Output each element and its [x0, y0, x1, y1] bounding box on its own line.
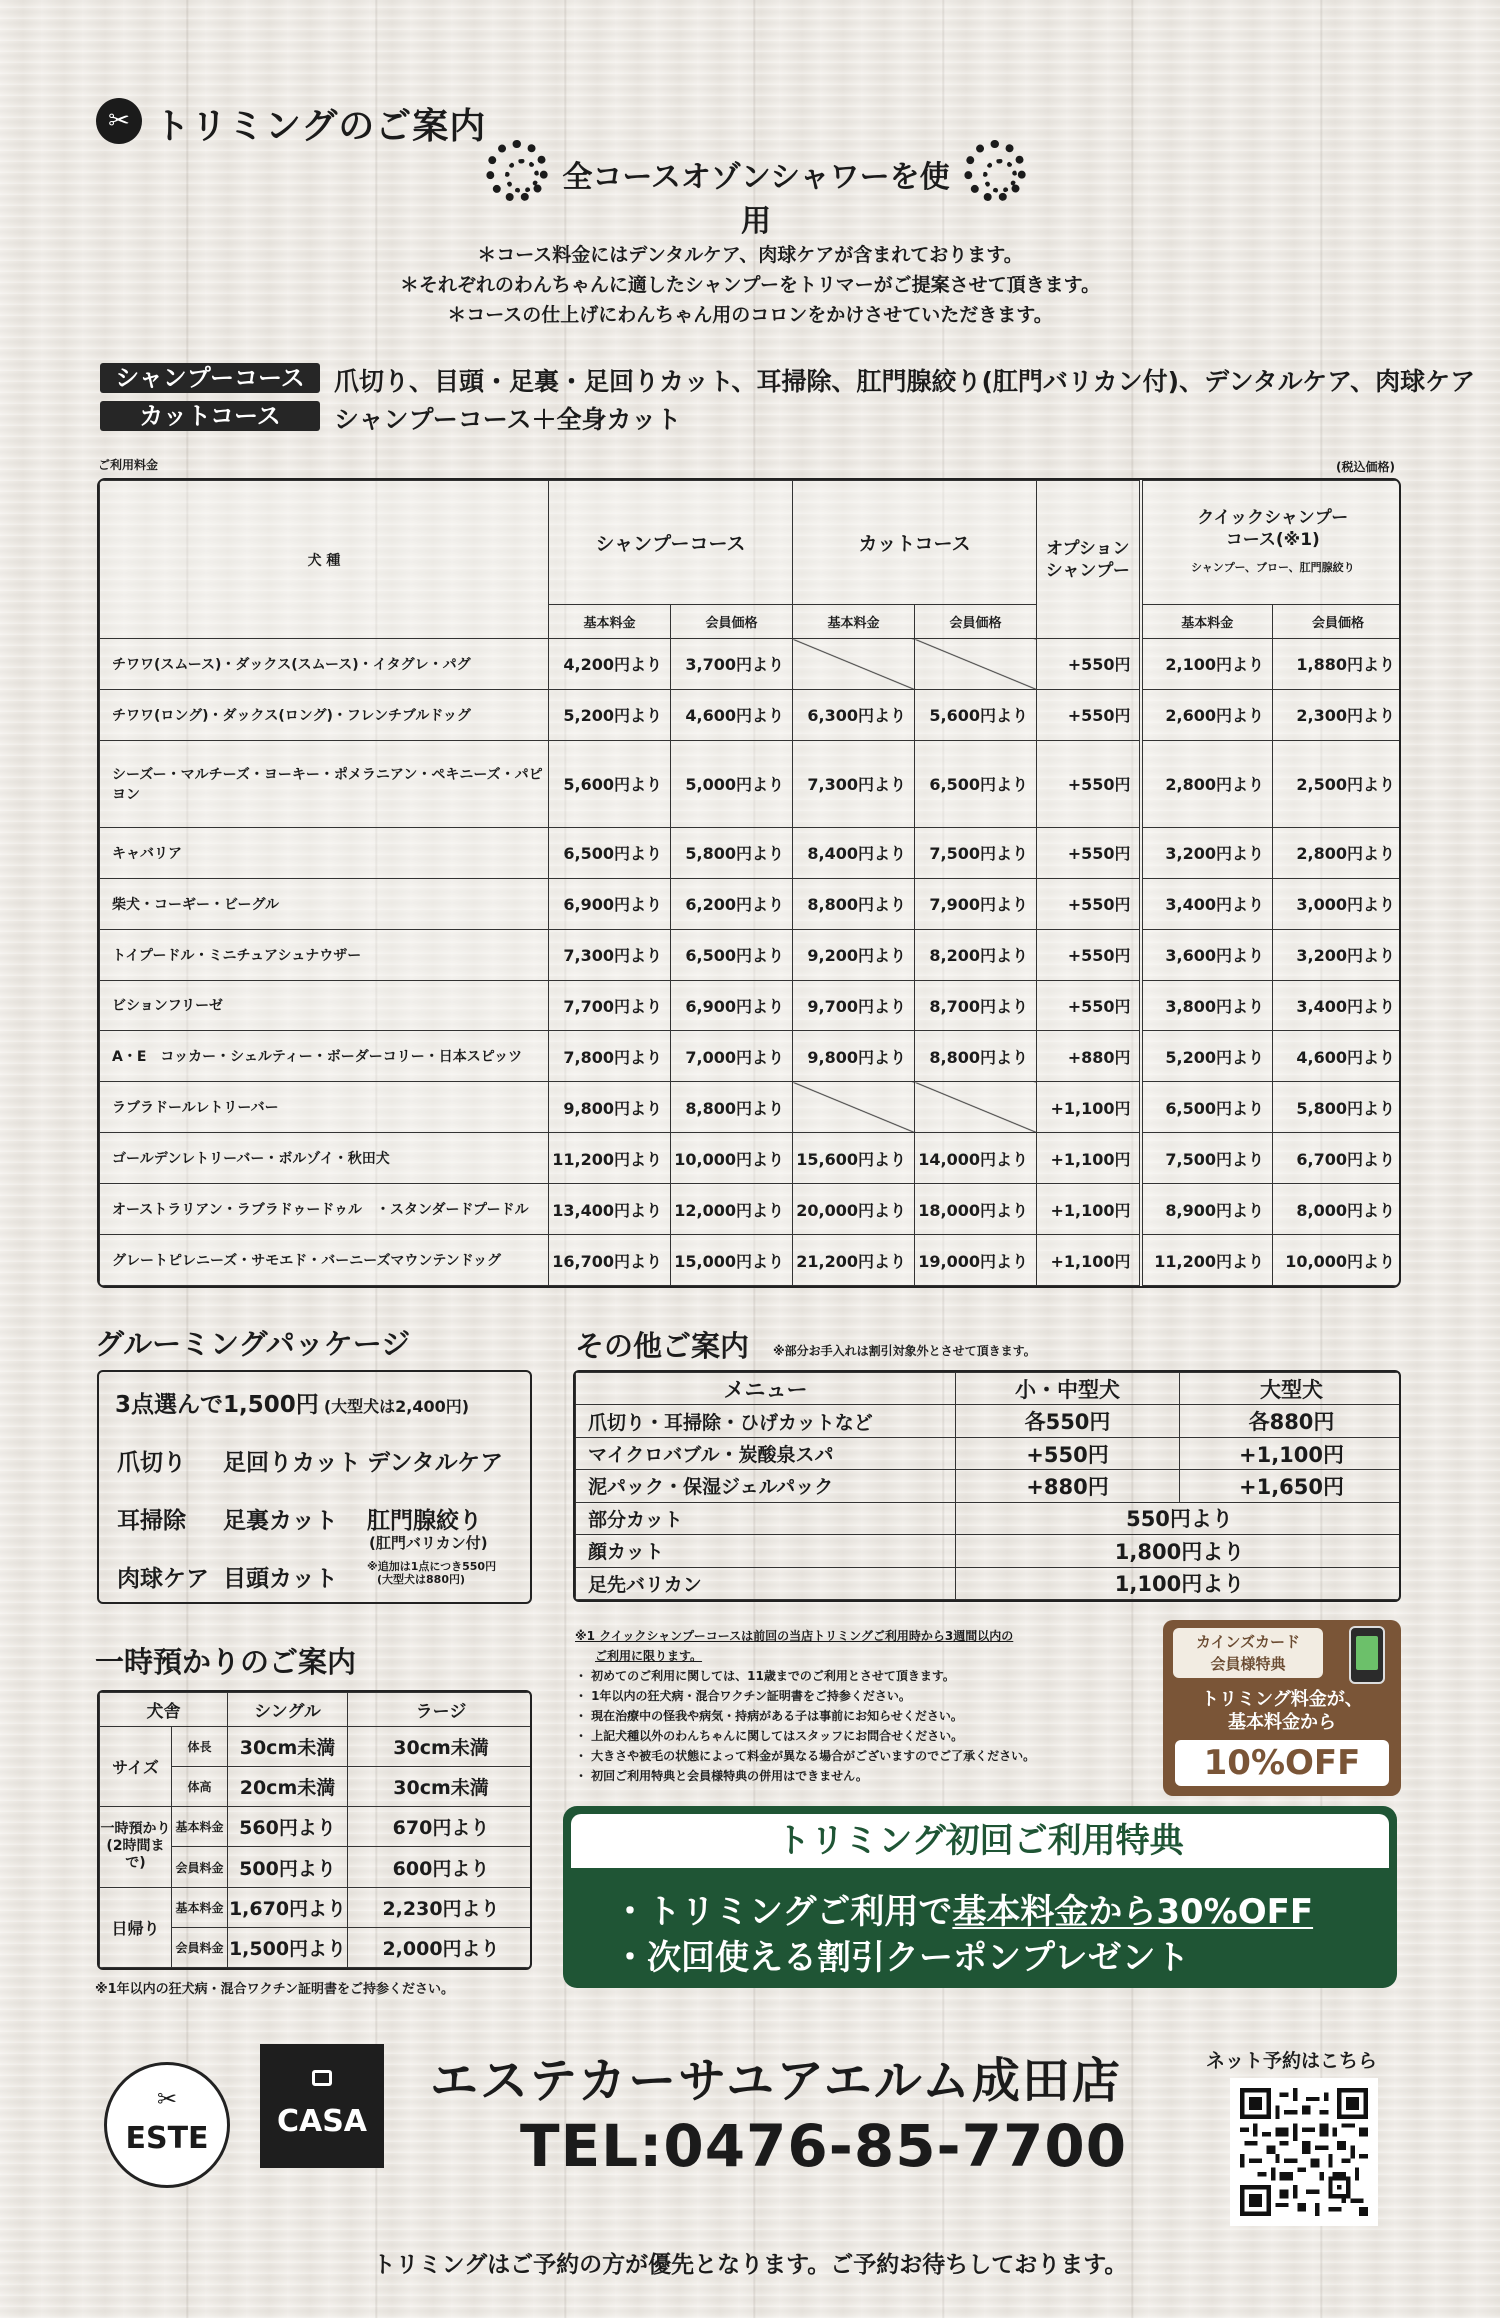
scissors-icon: ✂ [156, 2085, 178, 2113]
table-row [100, 980, 1402, 1031]
cainz-mid-line1: トリミング料金が、 [1201, 1689, 1363, 1710]
option-cell: +1,100円 [1037, 1082, 1141, 1133]
price-cell: 10,000円より [1273, 1235, 1401, 1286]
course-tag-cut: カットコース [100, 401, 320, 431]
breed-cell: ラブラドールレトリーバー [100, 1082, 549, 1133]
table-row [100, 1184, 1402, 1235]
note-line: ＊コースの仕上げにわんちゃん用のコロンをかけさせていただきます。 [447, 304, 1053, 326]
header-base: 基本料金 [1141, 605, 1273, 639]
price-cell: 2,600円より [1141, 689, 1273, 740]
price-cell: +1,100円 [1180, 1437, 1402, 1469]
option-cell: +1,100円 [1037, 1133, 1141, 1184]
menu-cell: 顔カット [576, 1535, 956, 1567]
price-cell: 5,600円より [549, 740, 671, 827]
price-cell: 3,200円より [1273, 929, 1401, 980]
table-row [100, 827, 1402, 878]
package-item: 目頭カット [223, 1566, 338, 1592]
breed-cell: ゴールデンレトリーバー・ボルゾイ・秋田犬 [100, 1133, 549, 1184]
price-cell: 6,300円より [793, 689, 915, 740]
boarding-day-label: 日帰り [100, 1887, 172, 1967]
price-cell: 21,200円より [793, 1235, 915, 1286]
price-cell: 7,800円より [549, 1031, 671, 1082]
boarding-temp-label: 一時預かり (2時間まで) [100, 1807, 172, 1887]
reservation-notice: トリミングはご予約の方が優先となります。ご予約お待ちしております。 [372, 2252, 1128, 2278]
option-cell: +550円 [1037, 980, 1141, 1031]
boarding-size-label: サイズ [100, 1727, 172, 1807]
course-tag-shampoo: シャンプーコース [100, 363, 320, 393]
price-cell: 1,100円より [956, 1567, 1402, 1599]
table-row [100, 1031, 1402, 1082]
boarding-cell: 20cm未満 [228, 1767, 348, 1807]
first-use-line1-pre: ・トリミングご利用で [613, 1892, 953, 1932]
boarding-cell: 500円より [228, 1847, 348, 1887]
price-cell: +1,650円 [1180, 1470, 1402, 1502]
boarding-cell: 2,230円より [348, 1887, 533, 1927]
package-extra-note-2: (大型犬は880円) [377, 1573, 466, 1586]
header-base: 基本料金 [549, 605, 671, 639]
ozone-banner [486, 140, 1026, 239]
price-cell: 8,700円より [915, 980, 1037, 1031]
banner-text: 全コースオゾンシャワーを使用 [562, 160, 950, 239]
cainz-card-benefit [1163, 1620, 1401, 1796]
price-cell: 6,900円より [671, 980, 793, 1031]
price-cell: 7,500円より [1141, 1133, 1273, 1184]
not-available-cell [793, 639, 915, 690]
boarding-note: ※1年以内の狂犬病・混合ワクチン証明書をご持参ください。 [95, 1982, 455, 1997]
boarding-table [97, 1690, 532, 1970]
breed-cell: チワワ(ロング)・ダックス(ロング)・フレンチブルドッグ [100, 689, 549, 740]
price-cell: 4,600円より [671, 689, 793, 740]
first-use-line1-discount: 基本料金から30%OFF [952, 1892, 1314, 1932]
boarding-cell: 30cm未満 [348, 1767, 533, 1807]
este-logo-text: ESTE [125, 2121, 209, 2156]
price-cell: 4,200円より [549, 639, 671, 690]
price-cell: 15,600円より [793, 1133, 915, 1184]
price-cell: 5,200円より [1141, 1031, 1273, 1082]
price-cell: 8,800円より [793, 878, 915, 929]
header-cut-course: カットコース [793, 481, 1037, 605]
table-row [576, 1502, 1402, 1534]
price-cell: 7,500円より [915, 827, 1037, 878]
first-use-benefit [563, 1806, 1397, 1988]
price-cell: 11,200円より [549, 1133, 671, 1184]
price-cell: 3,200円より [1141, 827, 1273, 878]
footnote-item: ・ 大きさや被毛の状態によって料金が異なる場合がございますのでご了承ください。 [575, 1749, 1036, 1763]
price-cell: 7,300円より [793, 740, 915, 827]
header-shampoo-course: シャンプーコース [549, 481, 793, 605]
page-title: トリミングのご案内 [154, 106, 487, 147]
price-cell: 9,700円より [793, 980, 915, 1031]
footnote-item: ・ 現在治療中の怪我や病気・持病がある子は事前にお知らせください。 [575, 1709, 963, 1723]
boarding-header-single: シングル [228, 1693, 348, 1727]
footnote-item: ・ 初回ご利用特典と会員様特典の併用はできません。 [575, 1769, 868, 1783]
option-cell: +550円 [1037, 689, 1141, 740]
option-cell: +1,100円 [1037, 1235, 1141, 1286]
boarding-cell: 30cm未満 [228, 1727, 348, 1767]
cainz-benefit-text [1163, 1688, 1401, 1734]
price-cell: 8,800円より [671, 1082, 793, 1133]
table-row [100, 1082, 1402, 1133]
header-breed: 犬 種 [100, 481, 549, 639]
option-cell: +880円 [1037, 1031, 1141, 1082]
este-logo [104, 2062, 230, 2188]
sunburst-icon [486, 140, 548, 202]
boarding-base-label: 基本料金 [172, 1887, 228, 1927]
qr-code[interactable] [1230, 2078, 1378, 2226]
package-item: 足回りカット [223, 1450, 361, 1476]
table-row [100, 929, 1402, 980]
price-cell: 12,000円より [671, 1184, 793, 1235]
cainz-card-line1: カインズカード [1195, 1633, 1301, 1651]
boarding-body-length: 体長 [172, 1727, 228, 1767]
price-cell: 6,500円より [549, 827, 671, 878]
price-cell: 6,500円より [1141, 1082, 1273, 1133]
footnote-item: ・ 上記犬種以外のわんちゃんに関してはスタッフにお問合せください。 [575, 1729, 964, 1743]
breed-cell: 柴犬・コーギー・ビーグル [100, 878, 549, 929]
price-cell: 11,200円より [1141, 1235, 1273, 1286]
price-cell: 各880円 [1180, 1405, 1402, 1437]
cainz-mid-line2: 基本料金から [1228, 1712, 1336, 1733]
price-cell: 2,800円より [1141, 740, 1273, 827]
price-caption: ご利用料金 [98, 458, 159, 472]
option-cell: +550円 [1037, 929, 1141, 980]
header-base: 基本料金 [793, 605, 915, 639]
package-box [97, 1370, 532, 1604]
footnote-lead: ※1 クイックシャンプーコースは前回の当店トリミングご利用時から3週間以内の [575, 1629, 1014, 1643]
header-quick-course [1141, 481, 1401, 605]
price-cell: 550円より [956, 1502, 1402, 1534]
price-cell: 5,600円より [915, 689, 1037, 740]
bag-icon [312, 2070, 332, 2086]
boarding-cell: 600円より [348, 1847, 533, 1887]
table-row [576, 1405, 1402, 1437]
boarding-cell: 30cm未満 [348, 1727, 533, 1767]
first-use-title: トリミング初回ご利用特典 [571, 1814, 1389, 1868]
boarding-cell: 2,000円より [348, 1927, 533, 1967]
price-cell: 19,000円より [915, 1235, 1037, 1286]
option-cell: +550円 [1037, 740, 1141, 827]
boarding-member-label: 会員料金 [172, 1927, 228, 1967]
boarding-member-label: 会員料金 [172, 1847, 228, 1887]
casa-logo-text: CASA [276, 2104, 368, 2139]
others-note: ※部分お手入れは割引対象外とさせて頂きます。 [773, 1344, 1036, 1358]
price-cell: 2,100円より [1141, 639, 1273, 690]
boarding-base-label: 基本料金 [172, 1807, 228, 1847]
option-cell: +550円 [1037, 827, 1141, 878]
price-cell: 9,800円より [549, 1082, 671, 1133]
boarding-body-height: 体高 [172, 1767, 228, 1807]
option-cell: +550円 [1037, 878, 1141, 929]
price-cell: 2,300円より [1273, 689, 1401, 740]
menu-cell: 爪切り・耳掃除・ひげカットなど [576, 1405, 956, 1437]
menu-cell: 足先バリカン [576, 1567, 956, 1599]
price-cell: 5,000円より [671, 740, 793, 827]
boarding-cell: 1,670円より [228, 1887, 348, 1927]
net-reserve-label: ネット予約はこちら [1206, 2050, 1378, 2072]
price-cell: 6,900円より [549, 878, 671, 929]
table-row [100, 689, 1402, 740]
breed-cell: トイプードル・ミニチュアシュナウザー [100, 929, 549, 980]
price-cell: 2,500円より [1273, 740, 1401, 827]
scissors-icon: ✂ [96, 98, 142, 144]
price-cell: 各550円 [956, 1405, 1180, 1437]
qr-code-image [1240, 2088, 1368, 2216]
table-row [100, 1133, 1402, 1184]
course-desc-shampoo: 爪切り、目頭・足裏・足回りカット、耳掃除、肛門腺絞り(肛門バリカン付)、デンタルケア、肉球ケア [334, 367, 1476, 396]
not-available-cell [915, 639, 1037, 690]
menu-cell: 部分カット [576, 1502, 956, 1534]
price-cell: 7,900円より [915, 878, 1037, 929]
header-member: 会員価格 [671, 605, 793, 639]
option-cell: +550円 [1037, 639, 1141, 690]
package-item: 肛門腺絞り [367, 1508, 482, 1534]
boarding-cell: 560円より [228, 1807, 348, 1847]
package-anal-note: (肛門バリカン付) [369, 1534, 488, 1552]
course-desc-cut: シャンプーコース＋全身カット [334, 405, 682, 434]
footnotes [575, 1626, 1155, 1786]
price-cell: 5,800円より [1273, 1082, 1401, 1133]
breed-cell: チワワ(スムース)・ダックス(スムース)・イタグレ・パグ [100, 639, 549, 690]
first-use-line1 [613, 1884, 1313, 1933]
table-row [576, 1535, 1402, 1567]
price-cell: 6,500円より [915, 740, 1037, 827]
price-cell: 6,500円より [671, 929, 793, 980]
package-item: デンタルケア [367, 1450, 504, 1476]
boarding-header-kennel: 犬舎 [100, 1693, 228, 1727]
breed-cell: ビションフリーゼ [100, 980, 549, 1031]
price-cell: 3,600円より [1141, 929, 1273, 980]
price-cell: 9,200円より [793, 929, 915, 980]
price-cell: 1,880円より [1273, 639, 1401, 690]
price-table [97, 478, 1401, 1288]
package-price: 3点選んで1,500円 [115, 1392, 319, 1418]
footnote-item: ・ 1年以内の狂犬病・混合ワクチン証明書をご持参ください。 [575, 1689, 911, 1703]
price-cell: 6,200円より [671, 878, 793, 929]
menu-cell: マイクロバブル・炭酸泉スパ [576, 1437, 956, 1469]
price-cell: 3,400円より [1273, 980, 1401, 1031]
breed-cell: シーズー・マルチーズ・ヨーキー・ポメラニアン・ペキニーズ・パピヨン [100, 740, 549, 827]
header-option-shampoo: オプション シャンプー [1037, 481, 1141, 639]
price-cell: 16,700円より [549, 1235, 671, 1286]
not-available-cell [915, 1082, 1037, 1133]
header-member: 会員価格 [1273, 605, 1401, 639]
footnote-item: ・ 初めてのご利用に関しては、11歳までのご利用とさせて頂きます。 [575, 1669, 955, 1683]
package-price-line [115, 1386, 469, 1419]
table-row [576, 1437, 1402, 1469]
breed-cell: キャバリア [100, 827, 549, 878]
cainz-card-line2: 会員様特典 [1210, 1655, 1286, 1673]
price-cell: 8,000円より [1273, 1184, 1401, 1235]
package-item: 耳掃除 [117, 1508, 186, 1534]
price-cell: 9,800円より [793, 1031, 915, 1082]
price-cell: 6,700円より [1273, 1133, 1401, 1184]
others-header-large: 大型犬 [1180, 1373, 1402, 1405]
price-cell: 8,200円より [915, 929, 1037, 980]
package-extra-note-1: ※追加は1点につき550円 [367, 1560, 497, 1573]
boarding-header-large: ラージ [348, 1693, 533, 1727]
option-cell: +1,100円 [1037, 1184, 1141, 1235]
package-item: 爪切り [117, 1450, 186, 1476]
price-cell: 8,400円より [793, 827, 915, 878]
table-row [576, 1567, 1402, 1599]
tax-caption: (税込価格) [1336, 460, 1395, 474]
price-cell: 15,000円より [671, 1235, 793, 1286]
package-title: グルーミングパッケージ [95, 1327, 411, 1361]
others-title: その他ご案内 [575, 1329, 750, 1363]
price-cell: 10,000円より [671, 1133, 793, 1184]
others-table [573, 1370, 1401, 1602]
price-cell: 18,000円より [915, 1184, 1037, 1235]
price-cell: 5,200円より [549, 689, 671, 740]
others-header-menu: メニュー [576, 1373, 956, 1405]
others-header-small: 小・中型犬 [956, 1373, 1180, 1405]
price-cell: 4,600円より [1273, 1031, 1401, 1082]
header-quick-sub: シャンプー、ブロー、肛門腺絞り [1191, 560, 1355, 574]
breed-cell: オーストラリアン・ラブラドゥードゥル ・スタンダードプードル [100, 1184, 549, 1235]
boarding-cell: 670円より [348, 1807, 533, 1847]
boarding-title: 一時預かりのご案内 [95, 1645, 357, 1679]
table-row [100, 878, 1402, 929]
price-cell: 7,700円より [549, 980, 671, 1031]
smartphone-icon [1349, 1626, 1385, 1684]
package-item: 肉球ケア [117, 1566, 209, 1592]
table-row [100, 1235, 1402, 1286]
price-cell: +550円 [956, 1437, 1180, 1469]
casa-logo [260, 2044, 384, 2168]
package-price-note: (大型犬は2,400円) [323, 1397, 470, 1416]
note-line: ＊コース料金にはデンタルケア、肉球ケアが含まれております。 [477, 244, 1023, 266]
price-cell: 2,800円より [1273, 827, 1401, 878]
cainz-discount: 10%OFF [1175, 1740, 1389, 1786]
price-cell: 7,000円より [671, 1031, 793, 1082]
price-cell: 20,000円より [793, 1184, 915, 1235]
price-cell: 3,000円より [1273, 878, 1401, 929]
breed-cell: グレートピレニーズ・サモエド・バーニーズマウンテンドッグ [100, 1235, 549, 1286]
cainz-card-label [1173, 1628, 1323, 1678]
price-cell: 8,800円より [915, 1031, 1037, 1082]
table-row [576, 1470, 1402, 1502]
table-row [100, 740, 1402, 827]
shop-name: エステカーサユアエルム成田店 [430, 2053, 1122, 2109]
footnote-lead: ご利用に限ります。 [595, 1649, 703, 1663]
package-item: 足裏カット [223, 1508, 338, 1534]
boarding-cell: 1,500円より [228, 1927, 348, 1967]
price-cell: 5,800円より [671, 827, 793, 878]
price-cell: 3,400円より [1141, 878, 1273, 929]
price-cell: 3,800円より [1141, 980, 1273, 1031]
price-cell: 7,300円より [549, 929, 671, 980]
phone-number[interactable]: TEL:0476-85-7700 [520, 2112, 1128, 2180]
table-row [100, 639, 1402, 690]
header-member: 会員価格 [915, 605, 1037, 639]
price-cell: 1,800円より [956, 1535, 1402, 1567]
package-extra-note [367, 1560, 496, 1586]
price-cell: +880円 [956, 1470, 1180, 1502]
price-cell: 3,700円より [671, 639, 793, 690]
breed-cell: A・E コッカー・シェルティー・ボーダーコリー・日本スピッツ [100, 1031, 549, 1082]
sunburst-icon [964, 140, 1026, 202]
first-use-line2: ・次回使える割引クーポンプレゼント [613, 1938, 1190, 1978]
not-available-cell [793, 1082, 915, 1133]
price-cell: 8,900円より [1141, 1184, 1273, 1235]
header-quick-title: クイックシャンプー コース(※1) [1197, 507, 1349, 550]
price-cell: 13,400円より [549, 1184, 671, 1235]
price-cell: 14,000円より [915, 1133, 1037, 1184]
menu-cell: 泥パック・保湿ジェルパック [576, 1470, 956, 1502]
note-line: ＊それぞれのわんちゃんに適したシャンプーをトリマーがご提案させて頂きます。 [399, 274, 1101, 296]
